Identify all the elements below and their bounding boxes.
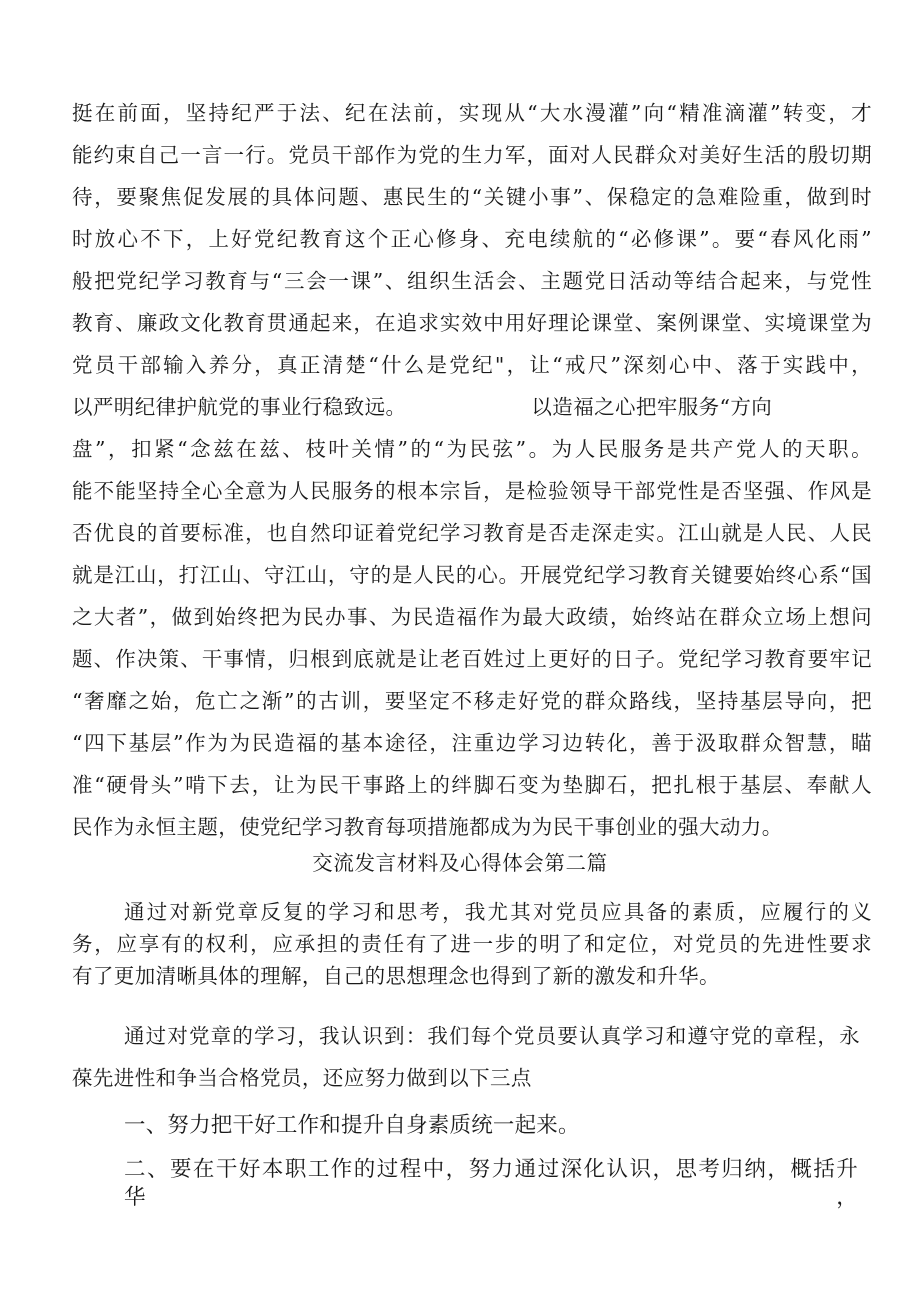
paragraph-line: 否优良的首要标准，也自然印证着党纪学习教育是否走深走实。江山就是人民、人民 bbox=[72, 521, 872, 545]
paragraph-line: 葆先进性和争当合格党员，还应努力做到以下三点 bbox=[72, 1066, 532, 1090]
paragraph-start: 以造福之心把牢服务“方向 bbox=[531, 395, 773, 419]
paragraph-line: 有了更加清晰具体的理解，自己的思想理念也得到了新的激发和升华。 bbox=[72, 964, 720, 988]
paragraph-line: 之大者”，做到始终把为民办事、为民造福作为最大政绩，始终站在群众立场上想问 bbox=[72, 605, 872, 629]
paragraph-line: 就是江山，打江山、守江山，守的是人民的心。开展党纪学习教育关键要始终心系“国 bbox=[72, 563, 872, 587]
paragraph-line: 教育、廉政文化教育贯通起来，在追求实效中用好理论课堂、案例课堂、实境课堂为 bbox=[72, 311, 872, 335]
point-one: 一、努力把干好工作和提升自身素质统一起来。 bbox=[124, 1113, 580, 1138]
paragraph-line: “奢靡之始，危亡之渐”的古训，要坚定不移走好党的群众路线，坚持基层导向，把 bbox=[72, 689, 872, 713]
paragraph-line: 能约束自己一言一行。党员干部作为党的生力军，面对人民群众对美好生活的殷切期 bbox=[72, 143, 872, 167]
section-title: 交流发言材料及心得体会第二篇 bbox=[312, 851, 608, 875]
paragraph-line: 务，应享有的权利，应承担的责任有了进一步的明了和定位，对党员的先进性要求 bbox=[72, 932, 872, 956]
paragraph-line: 通过对党章的学习，我认识到：我们每个党员要认真学习和遵守党的章程，永 bbox=[124, 1024, 860, 1048]
paragraph-line: 党员干部输入养分，真正清楚“什么是党纪"，让“戒尺”深刻心中、落于实践中， bbox=[72, 353, 872, 377]
paragraph-line: 挺在前面，坚持纪严于法、纪在法前，实现从“大水漫灌”向“精准滴灌”转变，才 bbox=[72, 101, 872, 125]
paragraph-line: 待，要聚焦促发展的具体问题、惠民生的“关键小事”、保稳定的急难险重，做到时 bbox=[72, 185, 872, 209]
paragraph-line: 时放心不下，上好党纪教育这个正心修身、充电续航的“必修课”。要“春风化雨” bbox=[72, 227, 872, 251]
paragraph-line: 题、作决策、干事情，归根到底就是让老百姓过上更好的日子。党纪学习教育要牢记 bbox=[72, 647, 872, 671]
point-two: 二、要在干好本职工作的过程中，努力通过深化认识，思考归纳，概括升华， bbox=[124, 1157, 858, 1210]
paragraph-line: 准“硬骨头”啃下去，让为民干事路上的绊脚石变为垫脚石，把扎根于基层、奉献人 bbox=[72, 773, 872, 797]
paragraph-line: 通过对新党章反复的学习和思考，我尤其对党员应具备的素质，应履行的义 bbox=[124, 900, 872, 924]
paragraph-end: 以严明纪律护航党的事业行稳致远。 bbox=[72, 395, 407, 419]
paragraph-line: “四下基层”作为为民造福的基本途径，注重边学习边转化，善于汲取群众智慧，瞄 bbox=[72, 731, 872, 755]
paragraph-line: 般把党纪学习教育与“三会一课”、组织生活会、主题党日活动等结合起来，与党性 bbox=[72, 269, 872, 293]
paragraph-line: 能不能坚持全心全意为人民服务的根本宗旨，是检验领导干部党性是否坚强、作风是 bbox=[72, 479, 872, 503]
paragraph-line bbox=[72, 393, 872, 421]
paragraph-line: 民作为永恒主题，使党纪学习教育每项措施都成为为民干事创业的强大动力。 bbox=[72, 815, 783, 839]
paragraph-line: 盘”，扣紧“念兹在兹、枝叶关情”的“为民弦”。为人民服务是共产党人的天职。 bbox=[72, 437, 872, 461]
